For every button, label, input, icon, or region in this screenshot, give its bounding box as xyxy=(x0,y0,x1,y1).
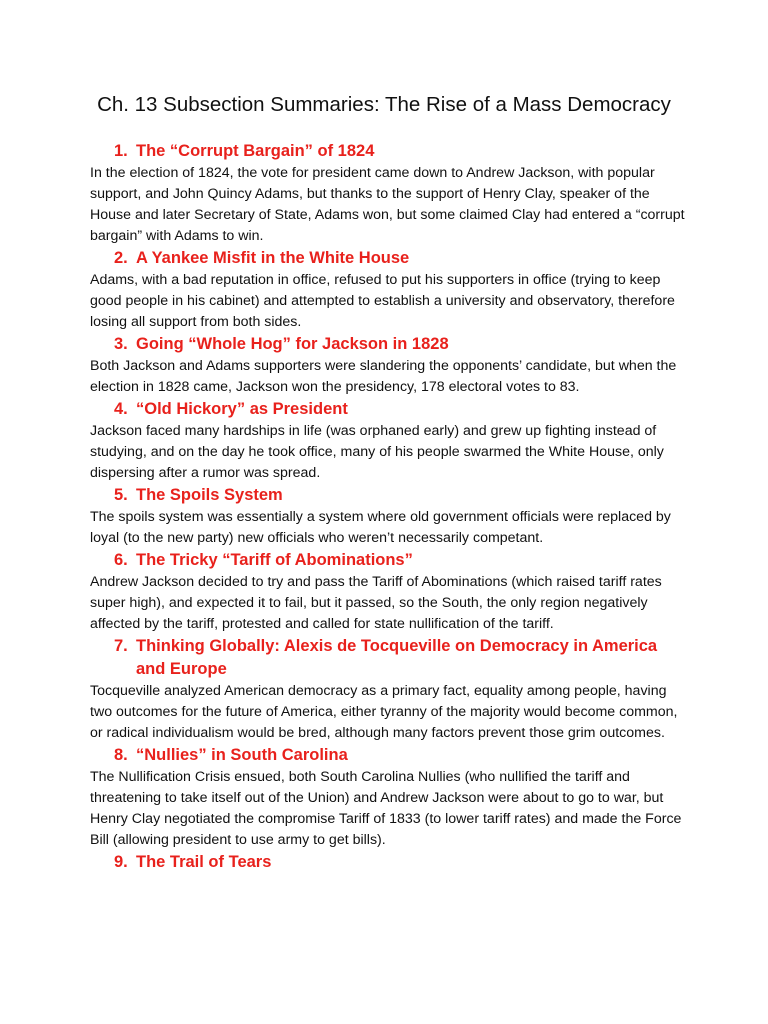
section-number: 3. xyxy=(114,335,128,353)
section-1 xyxy=(90,140,690,247)
section-number: 7. xyxy=(114,637,128,655)
section-3 xyxy=(90,333,690,398)
section-5 xyxy=(90,484,690,549)
section-number: 9. xyxy=(114,853,128,871)
section-summary: Tocqueville analyzed American democracy as a primary fact, equality among people, having two outcomes for the future of America, either tyranny of the majority would become common, or radical individualism would be bred, although many factors prevent those grim outcomes. xyxy=(90,683,678,741)
section-title: The Trail of Tears xyxy=(136,853,272,871)
section-number: 5. xyxy=(114,486,128,504)
section-heading xyxy=(90,484,690,507)
section-number: 1. xyxy=(114,142,128,160)
section-summary: Jackson faced many hardships in life (was orphaned early) and grew up fighting instead of studying, and on the day he took office, many of his people swarmed the White House, only dispersing after a rumor was spread. xyxy=(90,423,664,481)
section-heading xyxy=(90,549,690,572)
section-4 xyxy=(90,398,690,484)
section-9 xyxy=(90,851,690,874)
section-heading xyxy=(90,635,690,681)
section-list xyxy=(90,140,690,874)
section-summary: Andrew Jackson decided to try and pass the Tariff of Abominations (which raised tariff rates super high), and expected it to fail, but it passed, so the South, the only region negatively affected by the tariff, protested and called for state nullification of the tariff. xyxy=(90,574,662,632)
section-heading xyxy=(90,744,690,767)
section-6 xyxy=(90,549,690,635)
section-number: 2. xyxy=(114,249,128,267)
section-7 xyxy=(90,635,690,744)
section-8 xyxy=(90,744,690,851)
section-number: 4. xyxy=(114,400,128,418)
section-title: Going “Whole Hog” for Jackson in 1828 xyxy=(136,335,449,353)
section-title: “Old Hickory” as President xyxy=(136,400,348,418)
section-title: A Yankee Misfit in the White House xyxy=(136,249,410,267)
section-summary: The spoils system was essentially a system where old government officials were replaced by loyal (to the new party) new officials who weren’t necessarily competant. xyxy=(90,509,671,546)
section-title: Thinking Globally: Alexis de Tocqueville on Democracy in America and Europe xyxy=(136,637,658,678)
document-title: Ch. 13 Subsection Summaries: The Rise of a Mass Democracy xyxy=(97,93,671,116)
section-title: “Nullies” in South Carolina xyxy=(136,746,348,764)
section-2 xyxy=(90,247,690,333)
section-summary: Both Jackson and Adams supporters were slandering the opponents’ candidate, but when the election in 1828 came, Jackson won the presidency, 178 electoral votes to 83. xyxy=(90,358,677,395)
section-heading xyxy=(90,333,690,356)
section-title: The “Corrupt Bargain” of 1824 xyxy=(136,142,375,160)
section-title: The Spoils System xyxy=(136,486,283,504)
section-number: 6. xyxy=(114,551,128,569)
section-summary: The Nullification Crisis ensued, both South Carolina Nullies (who nullified the tariff and threatening to take itself out of the Union) and Andrew Jackson were about to go to war, but Henry Clay negotiated the compromise Tariff of 1833 (to lower tariff rates) and made the Force Bill (allowing president to use army to get bills). xyxy=(90,769,682,848)
section-number: 8. xyxy=(114,746,128,764)
section-summary: In the election of 1824, the vote for president came down to Andrew Jackson, with popular support, and John Quincy Adams, but thanks to the support of Henry Clay, speaker of the House and later Secretary of State, Adams won, but some claimed Clay had entered a “corrupt bargain” with Adams to win. xyxy=(90,165,685,244)
section-heading xyxy=(90,247,690,270)
section-summary: Adams, with a bad reputation in office, refused to put his supporters in office (trying to keep good people in his cabinet) and attempted to establish a university and observatory, therefore losing all support from both sides. xyxy=(90,272,675,330)
section-heading xyxy=(90,398,690,421)
section-title: The Tricky “Tariff of Abominations” xyxy=(136,551,413,569)
section-heading xyxy=(90,851,690,874)
section-heading xyxy=(90,140,690,163)
